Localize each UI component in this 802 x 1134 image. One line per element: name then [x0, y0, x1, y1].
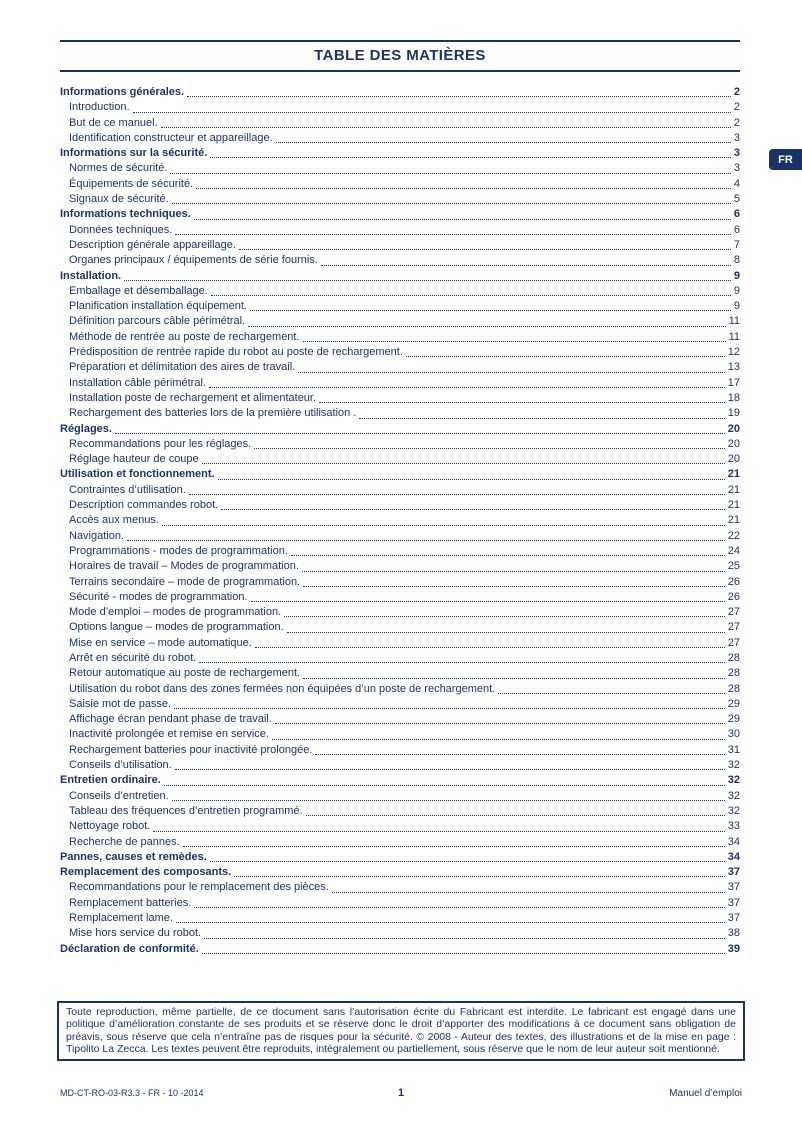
toc-entry-label: Recherche de pannes.: [69, 835, 180, 848]
toc-entry-label: Programmations - modes de programmation.: [69, 544, 288, 557]
toc-entry-label: Préparation et délimitation des aires de travail.: [69, 361, 296, 374]
toc-entry-page: 38: [727, 927, 740, 940]
toc-entry-label: Tableau des fréquences d’entretien programmé.: [69, 804, 303, 817]
toc-leader-dots: [161, 773, 728, 788]
toc-entry-page: 28: [727, 682, 740, 695]
toc-entry[interactable]: [60, 437, 740, 452]
toc-entry[interactable]: [60, 299, 740, 314]
toc-leader-dots: [245, 314, 728, 329]
toc-leader-dots: [251, 437, 728, 452]
toc-entry[interactable]: [60, 330, 740, 345]
toc-entry-page: 32: [727, 789, 740, 802]
toc-leader-dots: [199, 942, 728, 957]
toc-entry[interactable]: [60, 498, 740, 513]
toc-entry[interactable]: [60, 727, 740, 742]
toc-leader-dots: [208, 284, 734, 299]
toc-leader-dots: [158, 116, 734, 131]
toc-entry[interactable]: [60, 131, 740, 146]
toc-entry[interactable]: [60, 743, 740, 758]
toc-leader-dots: [207, 146, 734, 161]
toc-leader-dots: [159, 513, 728, 528]
toc-leader-dots: [247, 299, 734, 314]
toc-entry-page: 27: [727, 606, 740, 619]
toc-leader-dots: [172, 223, 734, 238]
toc-entry[interactable]: [60, 620, 740, 635]
toc-leader-dots: [172, 758, 728, 773]
toc-entry[interactable]: [60, 758, 740, 773]
toc-entry[interactable]: [60, 467, 740, 482]
toc-leader-dots: [201, 926, 728, 941]
toc-entry-label: Inactivité prolongée et remise en service.: [69, 728, 269, 741]
toc-entry[interactable]: [60, 911, 740, 926]
toc-entry-page: 11: [728, 315, 740, 328]
toc-entry[interactable]: [60, 636, 740, 651]
toc-entry[interactable]: [60, 223, 740, 238]
toc-leader-dots: [272, 712, 728, 727]
toc-leader-dots: [300, 575, 728, 590]
toc-entry-label: Informations techniques.: [60, 208, 191, 221]
toc-entry-page: 34: [727, 850, 740, 863]
toc-entry-page: 37: [727, 912, 740, 925]
toc-entry-label: Réglage hauteur de coupe: [69, 453, 199, 466]
toc-entry[interactable]: [60, 161, 740, 176]
toc-entry-page: 29: [727, 697, 740, 710]
toc-entry-label: Prédisposition de rentrée rapide du robot au poste de rechargement.: [69, 346, 403, 359]
toc-entry-label: Remplacement des composants.: [60, 866, 232, 879]
toc-entry-label: Utilisation et fonctionnement.: [60, 468, 215, 481]
toc-leader-dots: [191, 207, 734, 222]
toc-entry-label: Conseils d’utilisation.: [69, 759, 172, 772]
toc-leader-dots: [121, 269, 734, 284]
language-tab-fr: FR: [769, 149, 802, 170]
toc-entry[interactable]: [60, 773, 740, 788]
toc-entry-page: 25: [727, 560, 740, 573]
toc-entry-page: 9: [733, 300, 740, 313]
toc-leader-dots: [206, 376, 728, 391]
toc-entry-label: Accès aux menus.: [69, 514, 159, 527]
toc-leader-dots: [231, 865, 728, 880]
toc-leader-dots: [191, 896, 727, 911]
toc-leader-dots: [184, 85, 734, 100]
toc-leader-dots: [236, 238, 734, 253]
toc-entry-page: 37: [727, 866, 740, 879]
toc-entry-page: 24: [727, 544, 740, 557]
toc-entry-page: 13: [727, 361, 740, 374]
manual-label: Manuel d’emploi: [669, 1088, 742, 1099]
toc-entry[interactable]: [60, 345, 740, 360]
toc-entry-page: 3: [733, 162, 740, 175]
toc-entry-page: 31: [727, 743, 740, 756]
toc-entry-label: Utilisation du robot dans des zones fermées non équipées d’un poste de rechargement.: [69, 682, 496, 695]
toc-leader-dots: [303, 804, 728, 819]
toc-leader-dots: [299, 559, 728, 574]
toc-entry[interactable]: [60, 360, 740, 375]
toc-entry-label: Contraintes d’utilisation.: [69, 483, 186, 496]
toc-entry-page: 27: [727, 636, 740, 649]
toc-entry-label: Nettoyage robot.: [69, 820, 151, 833]
toc-entry-label: Signaux de sécurité.: [69, 193, 169, 206]
toc-entry-label: Emballage et désemballage.: [69, 284, 208, 297]
toc-entry-label: Sécurité - modes de programmation.: [69, 590, 248, 603]
toc-entry[interactable]: [60, 529, 740, 544]
copyright-notice: Toute reproduction, même partielle, de ce document sans l’autorisation écrite du Fabricant est interdite. Le fabricant est engagé dans une politique d’amélioration constante de ses produits et se réserve donc le droit d’apporter des modifications à ce document sans obligation de préavis, sous réserve que cela n’entraîne pas de risques pour la sécurité. © 2008 - Auteur des textes, des illustrations et de la mise en page : Tipolito La Zecca. Les textes peuvent être reproduits, intégralement ou partiellement, sous réserve que le nom de leur auteur soit mentionné.: [57, 1001, 745, 1061]
toc-entry-label: Retour automatique au poste de rechargement.: [69, 667, 301, 680]
toc-entry[interactable]: [60, 207, 740, 222]
toc-entry[interactable]: [60, 666, 740, 681]
toc-entry-label: Entretien ordinaire.: [60, 774, 161, 787]
toc-entry[interactable]: [60, 116, 740, 131]
toc-leader-dots: [180, 835, 728, 850]
toc-entry-page: 28: [727, 651, 740, 664]
toc-entry-page: 20: [727, 422, 740, 435]
toc-leader-dots: [196, 651, 728, 666]
toc-entry-page: 18: [727, 391, 740, 404]
toc-entry-label: Équipements de sécurité.: [69, 177, 194, 190]
toc-entry[interactable]: [60, 559, 740, 574]
toc-leader-dots: [329, 880, 728, 895]
toc-leader-dots: [300, 330, 729, 345]
toc-entry[interactable]: [60, 238, 740, 253]
toc-leader-dots: [312, 743, 727, 758]
toc-entry[interactable]: [60, 146, 740, 161]
toc-leader-dots: [112, 422, 728, 437]
toc-entry[interactable]: [60, 590, 740, 605]
toc-entry[interactable]: [60, 575, 740, 590]
toc-entry[interactable]: [60, 789, 740, 804]
toc-leader-dots: [288, 544, 728, 559]
toc-leader-dots: [252, 636, 728, 651]
toc-leader-dots: [186, 483, 728, 498]
toc-entry-page: 21: [727, 499, 740, 512]
toc-entry-label: Terrains secondaire – mode de programmation.: [69, 575, 301, 588]
toc-entry[interactable]: [60, 682, 740, 697]
toc-entry-label: Horaires de travail – Modes de programmation.: [69, 560, 299, 573]
toc-entry-page: 39: [727, 942, 740, 955]
toc-entry-page: 12: [727, 346, 740, 359]
toc-entry-page: 26: [727, 575, 740, 588]
toc-entry-label: Introduction.: [69, 101, 130, 114]
toc-entry-page: 30: [727, 728, 740, 741]
toc-leader-dots: [284, 620, 728, 635]
toc-entry-label: Conseils d’entretien.: [69, 789, 169, 802]
toc-entry-label: Options langue – modes de programmation.: [69, 621, 284, 634]
toc-entry-label: Organes principaux / équipements de série fournis.: [69, 254, 318, 267]
toc-entry-page: 34: [727, 835, 740, 848]
toc-entry-label: Pannes, causes et remèdes.: [60, 850, 207, 863]
toc-entry[interactable]: [60, 314, 740, 329]
toc-entry[interactable]: [60, 651, 740, 666]
toc-entry-label: Méthode de rentrée au poste de rechargement.: [69, 330, 300, 343]
toc-leader-dots: [495, 682, 728, 697]
toc-entry-page: 20: [727, 437, 740, 450]
toc-entry-page: 32: [727, 759, 740, 772]
toc-entry[interactable]: [60, 942, 740, 957]
toc-leader-dots: [169, 192, 734, 207]
toc-entry-page: 2: [733, 101, 740, 114]
toc-entry[interactable]: [60, 880, 740, 895]
toc-entry[interactable]: [60, 544, 740, 559]
toc-leader-dots: [295, 360, 728, 375]
toc-entry-page: 21: [727, 468, 740, 481]
toc-entry-page: 21: [727, 483, 740, 496]
toc-entry-label: Rechargement batteries pour inactivité prolongée.: [69, 743, 313, 756]
toc-entry-label: Mise en service – mode automatique.: [69, 636, 252, 649]
toc-entry-label: Mise hors service du robot.: [69, 927, 202, 940]
toc-entry[interactable]: [60, 697, 740, 712]
toc-entry-label: Réglages.: [60, 422, 112, 435]
toc-entry-page: 2: [733, 86, 740, 98]
toc-entry[interactable]: [60, 452, 740, 467]
table-of-contents: [60, 85, 740, 957]
toc-entry[interactable]: [60, 269, 740, 284]
toc-entry-label: But de ce manuel.: [69, 116, 158, 129]
toc-entry-label: Installation câble périmétral.: [69, 376, 206, 389]
title-rule-bottom: [60, 70, 740, 72]
toc-entry-label: Remplacement batteries.: [69, 896, 192, 909]
toc-entry[interactable]: [60, 406, 740, 421]
toc-leader-dots: [167, 161, 733, 176]
toc-leader-dots: [171, 697, 728, 712]
toc-entry-page: 3: [733, 131, 740, 144]
toc-leader-dots: [150, 819, 727, 834]
toc-entry-page: 6: [733, 208, 740, 221]
toc-entry-label: Identification constructeur et appareillage.: [69, 131, 273, 144]
toc-entry-page: 32: [727, 804, 740, 817]
toc-entry[interactable]: [60, 177, 740, 192]
toc-entry[interactable]: [60, 926, 740, 941]
toc-entry-label: Recommandations pour les réglages.: [69, 437, 252, 450]
toc-entry-label: Planification installation équipement.: [69, 300, 247, 313]
toc-entry-label: Mode d’emploi – modes de programmation.: [69, 606, 282, 619]
toc-entry[interactable]: [60, 804, 740, 819]
toc-entry-label: Description commandes robot.: [69, 499, 219, 512]
toc-entry-page: 21: [727, 514, 740, 527]
toc-entry-page: 37: [727, 896, 740, 909]
toc-leader-dots: [173, 911, 728, 926]
toc-entry[interactable]: [60, 422, 740, 437]
toc-entry-page: 17: [727, 376, 740, 389]
toc-entry-page: 37: [727, 881, 740, 894]
toc-entry[interactable]: [60, 100, 740, 115]
toc-entry-label: Normes de sécurité.: [69, 162, 168, 175]
toc-entry-page: 3: [733, 147, 740, 160]
toc-entry[interactable]: [60, 284, 740, 299]
toc-entry-page: 33: [727, 820, 740, 833]
toc-entry[interactable]: [60, 850, 740, 865]
toc-entry-page: 19: [727, 407, 740, 420]
toc-entry-page: 2: [733, 116, 740, 129]
page-number: 1: [397, 1087, 405, 1099]
toc-entry-page: 29: [727, 713, 740, 726]
toc-leader-dots: [318, 253, 734, 268]
toc-leader-dots: [273, 131, 734, 146]
toc-entry-label: Description générale appareillage.: [69, 238, 236, 251]
toc-entry[interactable]: [60, 85, 740, 100]
document-code: MD-CT-RO-03-R3.3 - FR - 10 -2014: [60, 1088, 204, 1098]
toc-leader-dots: [269, 727, 728, 742]
toc-entry-label: Navigation.: [69, 529, 125, 542]
toc-entry-label: Recommandations pour le remplacement des pièces.: [69, 881, 329, 894]
toc-entry-page: 4: [733, 177, 740, 190]
toc-leader-dots: [300, 666, 728, 681]
toc-entry-page: 9: [733, 284, 740, 297]
toc-entry[interactable]: [60, 835, 740, 850]
toc-leader-dots: [316, 391, 728, 406]
toc-leader-dots: [199, 452, 728, 467]
toc-entry-page: 6: [733, 223, 740, 236]
toc-entry[interactable]: [60, 483, 740, 498]
toc-leader-dots: [356, 406, 727, 421]
toc-entry-page: 8: [733, 254, 740, 267]
toc-entry-label: Remplacement lame.: [69, 912, 173, 925]
page-title: TABLE DES MATIÈRES: [314, 47, 486, 64]
toc-entry[interactable]: [60, 865, 740, 880]
toc-entry-label: Informations sur la sécurité.: [60, 147, 208, 160]
toc-entry[interactable]: [60, 253, 740, 268]
toc-leader-dots: [281, 605, 728, 620]
toc-entry[interactable]: [60, 391, 740, 406]
toc-entry-label: Arrêt en sécurité du robot.: [69, 651, 197, 664]
toc-entry-page: 20: [727, 453, 740, 466]
toc-leader-dots: [193, 177, 734, 192]
toc-entry-page: 22: [727, 529, 740, 542]
toc-entry-label: Données techniques.: [69, 223, 173, 236]
toc-entry[interactable]: [60, 896, 740, 911]
toc-entry[interactable]: [60, 192, 740, 207]
toc-leader-dots: [130, 100, 734, 115]
toc-entry-page: 7: [733, 238, 740, 251]
toc-leader-dots: [218, 498, 728, 513]
toc-entry[interactable]: [60, 513, 740, 528]
toc-entry-label: Informations générales.: [60, 86, 185, 98]
toc-entry-page: 9: [733, 269, 740, 282]
toc-entry-label: Affichage écran pendant phase de travail.: [69, 713, 272, 726]
toc-entry-label: Déclaration de conformité.: [60, 942, 199, 955]
toc-entry[interactable]: [60, 605, 740, 620]
toc-leader-dots: [169, 789, 728, 804]
toc-entry-page: 11: [728, 330, 740, 343]
toc-entry-label: Saisie mot de passe.: [69, 697, 172, 710]
toc-entry-label: Installation.: [60, 269, 122, 282]
toc-entry-label: Installation poste de rechargement et alimentateur.: [69, 391, 317, 404]
toc-leader-dots: [215, 467, 728, 482]
toc-entry-page: 27: [727, 621, 740, 634]
toc-entry-page: 5: [733, 193, 740, 206]
toc-entry-page: 32: [727, 774, 740, 787]
page-footer: [60, 1087, 742, 1099]
toc-entry[interactable]: [60, 376, 740, 391]
toc-entry[interactable]: [60, 712, 740, 727]
toc-leader-dots: [248, 590, 728, 605]
toc-entry-page: 26: [727, 590, 740, 603]
toc-entry-page: 28: [727, 667, 740, 680]
toc-entry[interactable]: [60, 819, 740, 834]
toc-leader-dots: [403, 345, 728, 360]
toc-leader-dots: [207, 850, 728, 865]
toc-entry-label: Rechargement des batteries lors de la première utilisation .: [69, 407, 357, 420]
toc-leader-dots: [124, 529, 728, 544]
toc-entry-label: Définition parcours câble périmétral.: [69, 315, 246, 328]
